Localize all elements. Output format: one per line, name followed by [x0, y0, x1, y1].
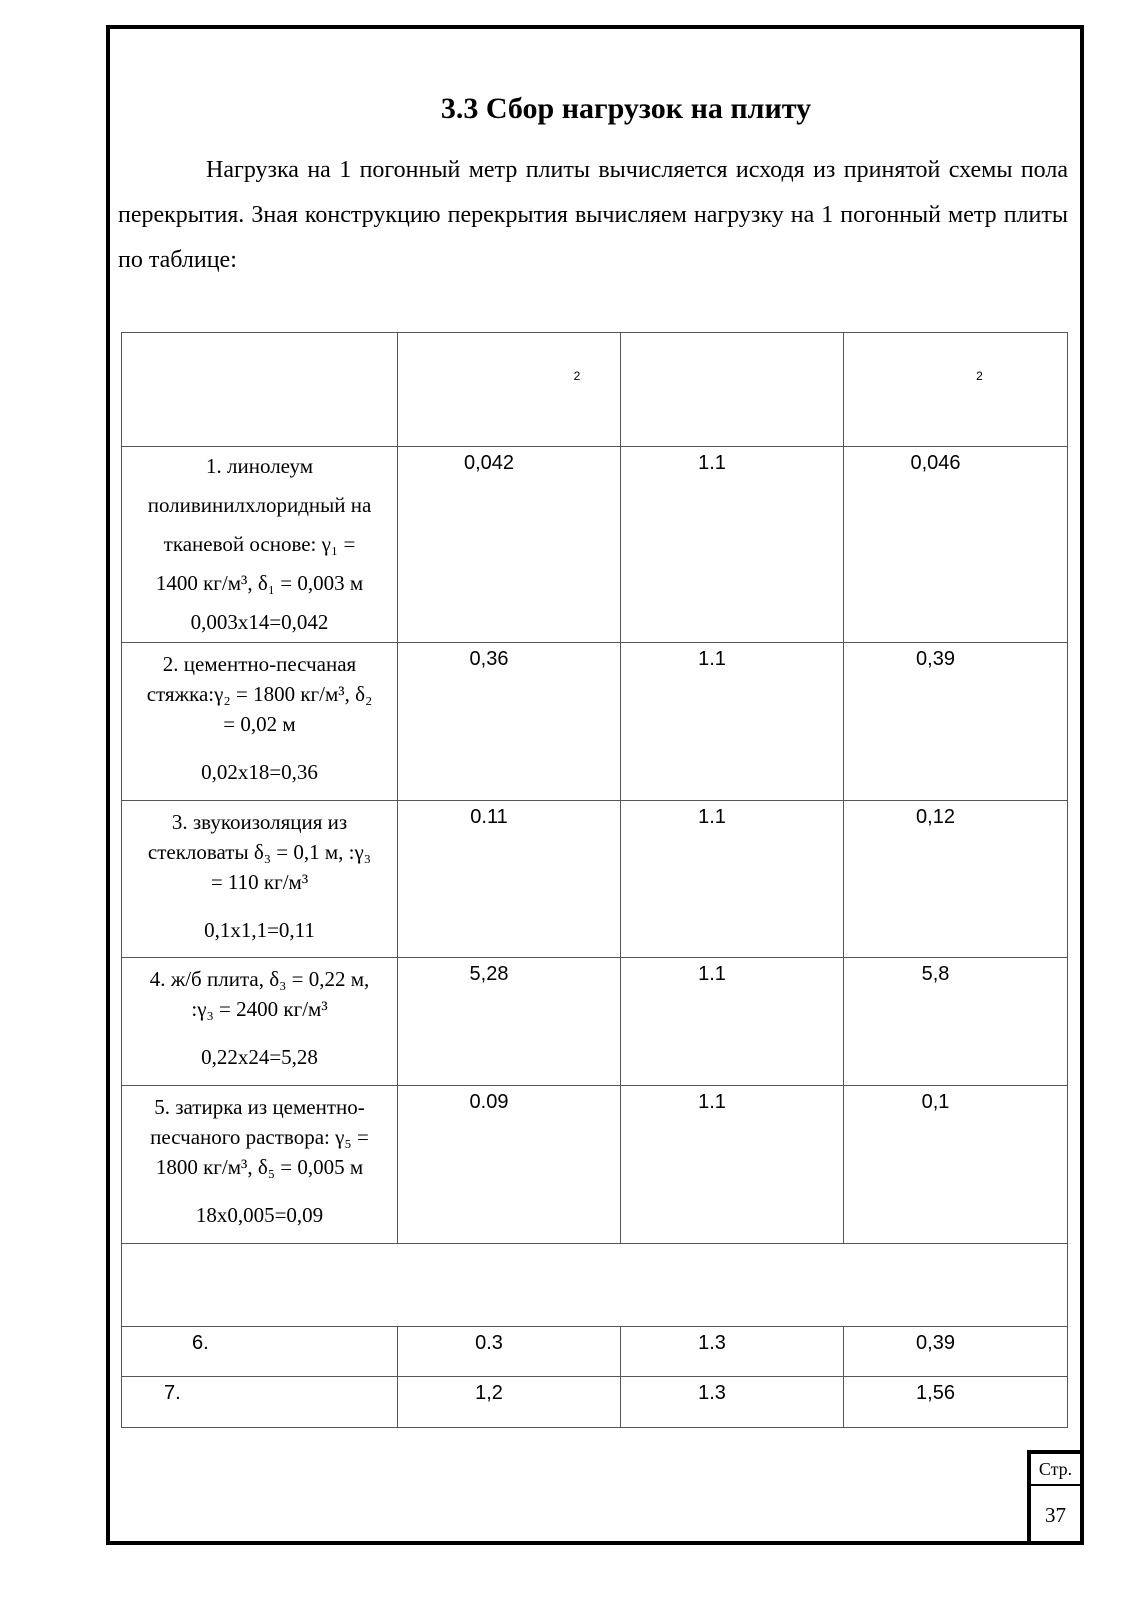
normative-cell [398, 1377, 621, 1428]
design-cell [844, 801, 1068, 958]
design-value: 0,39 [916, 1332, 955, 1354]
row-description [122, 447, 398, 643]
table-row [122, 643, 1068, 801]
desc-line: 18х0,005=0,09 [195, 1203, 324, 1227]
desc-line: тканевой основе: γ₁ = [163, 532, 356, 556]
normative-cell [398, 447, 621, 643]
desc-line: 5. затирка из цементно- [154, 1095, 365, 1119]
normative-value: 0.11 [470, 806, 508, 828]
design-value: 0,12 [916, 806, 955, 828]
normative-cell [398, 1086, 621, 1244]
row-description [122, 1086, 398, 1244]
factor-cell [621, 643, 844, 801]
design-value: 0,1 [921, 1091, 950, 1113]
table-row [122, 1327, 1068, 1377]
desc-line: 0,1х1,1=0,11 [204, 918, 315, 942]
header-cell-1 [122, 333, 398, 447]
row-label: 6. [192, 1332, 209, 1354]
intro-text: Нагрузка на 1 погонный метр плиты вычисляется исходя из принятой схемы пола перекрытия. Зная конструкцию перекрытия вычисляем нагрузку на 1 погонный метр плиты по таблице: [118, 157, 1068, 273]
design-cell [844, 447, 1068, 643]
intro-paragraph [118, 148, 1068, 283]
normative-value: 0.3 [475, 1332, 503, 1354]
section-cell [122, 1244, 1068, 1327]
table-row [122, 447, 1068, 643]
normative-value: 0.09 [469, 1091, 509, 1113]
page-title: 3.3 Сбор нагрузок на плиту [440, 92, 812, 125]
factor-value: 1.1 [698, 806, 726, 828]
header-cell-2 [398, 333, 621, 447]
loads-table [121, 332, 1068, 1428]
desc-line: 3. звукоизоляция из [171, 810, 348, 834]
design-cell [844, 958, 1068, 1086]
desc-line: 1800 кг/м³, δ₅ = 0,005 м [155, 1155, 364, 1179]
header-cell-3 [621, 333, 844, 447]
normative-cell [398, 643, 621, 801]
table-row [122, 1377, 1068, 1428]
design-cell [844, 643, 1068, 801]
normative-value: 1,2 [475, 1382, 503, 1404]
normative-value: 5,28 [469, 963, 509, 985]
table-row [122, 1086, 1068, 1244]
factor-cell [621, 958, 844, 1086]
factor-value: 1.3 [698, 1382, 726, 1404]
header-superscript: 2 [573, 369, 581, 383]
desc-line: :γ₃ = 2400 кг/м³ [191, 997, 328, 1021]
table-header-row [122, 333, 1068, 447]
desc-line: 1. линолеум [206, 454, 313, 478]
factor-value: 1.1 [698, 452, 726, 474]
factor-cell [621, 1086, 844, 1244]
desc-line: 0,02х18=0,36 [201, 760, 318, 784]
desc-line: = 110 кг/м³ [210, 870, 309, 894]
table-row [122, 801, 1068, 958]
page-label: Стр. [1031, 1454, 1080, 1486]
design-cell [844, 1377, 1068, 1428]
row-description [122, 958, 398, 1086]
row-label: 7. [164, 1382, 181, 1404]
factor-value: 1.1 [698, 648, 726, 670]
desc-line: песчаного раствора: γ₅ = [150, 1125, 369, 1149]
normative-value: 0,042 [463, 452, 515, 474]
desc-line: = 0,02 м [223, 712, 296, 736]
factor-cell [621, 1327, 844, 1377]
design-value: 0,39 [916, 648, 955, 670]
factor-cell [621, 447, 844, 643]
normative-cell [398, 801, 621, 958]
design-value: 1,56 [916, 1382, 955, 1404]
factor-cell [621, 801, 844, 958]
factor-cell [621, 1377, 844, 1428]
row-label-cell [122, 1327, 398, 1377]
normative-cell [398, 1327, 621, 1377]
factor-value: 1.1 [698, 963, 726, 985]
table-section-row [122, 1244, 1068, 1327]
factor-value: 1.3 [698, 1332, 726, 1354]
desc-line: 4. ж/б плита, δ₃ = 0,22 м, [149, 967, 370, 991]
design-cell [844, 1327, 1068, 1377]
design-value: 5,8 [921, 963, 950, 985]
desc-line: 0,003х14=0,042 [190, 610, 329, 634]
header-cell-4 [844, 333, 1068, 447]
page-number-box [1027, 1450, 1084, 1545]
row-label-cell [122, 1377, 398, 1428]
normative-cell [398, 958, 621, 1086]
desc-line: стекловаты δ₃ = 0,1 м, :γ₃ [147, 840, 372, 864]
design-cell [844, 1086, 1068, 1244]
desc-line: поливинилхлоридный на [147, 493, 372, 517]
table-row [122, 958, 1068, 1086]
desc-line: стяжка:γ₂ = 1800 кг/м³, δ₂ [146, 682, 373, 706]
page-number: 37 [1045, 1503, 1066, 1527]
factor-value: 1.1 [698, 1091, 726, 1113]
normative-value: 0,36 [469, 648, 509, 670]
design-value: 0,046 [910, 452, 961, 474]
desc-line: 1400 кг/м³, δ₁ = 0,003 м [155, 571, 364, 595]
row-description [122, 643, 398, 801]
row-description [122, 801, 398, 958]
header-superscript: 2 [976, 369, 983, 383]
desc-line: 0,22х24=5,28 [201, 1045, 318, 1069]
desc-line: 2. цементно-песчаная [162, 652, 357, 676]
